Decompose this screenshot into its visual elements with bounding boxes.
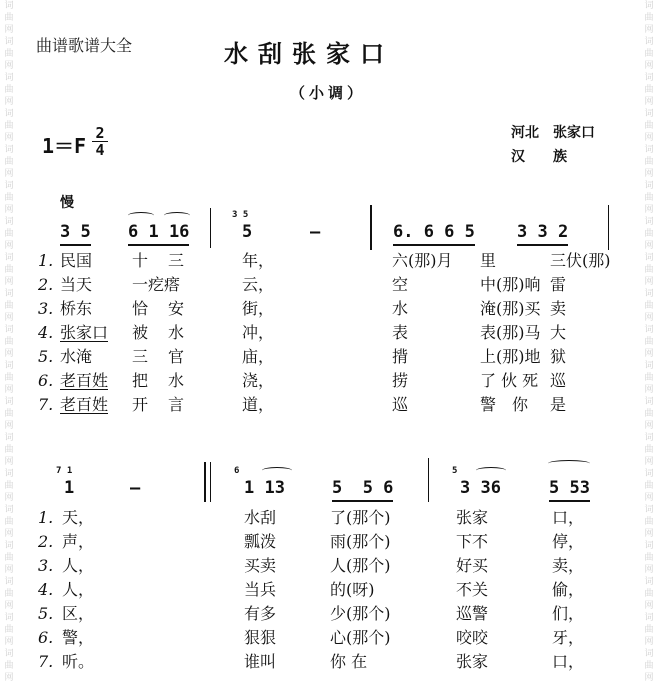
watermark-char: 词 <box>4 541 14 551</box>
notes-m10: 5 5 6 <box>332 478 393 502</box>
lyric-word: 偷， <box>552 580 585 599</box>
notes-m8: – <box>130 478 141 498</box>
watermark-char: 词 <box>4 145 14 155</box>
watermark-char: 曲 <box>4 121 14 131</box>
watermark-char: 网 <box>4 241 14 251</box>
verse-number: 3. <box>38 556 54 575</box>
notes-m3: 5 <box>242 222 253 242</box>
watermark-char: 词 <box>644 325 654 335</box>
lyric-word: 卖， <box>552 556 585 575</box>
watermark-char: 词 <box>644 397 654 407</box>
watermark-char: 曲 <box>644 373 654 383</box>
verse-number: 5. <box>38 604 54 623</box>
watermark-char: 词 <box>4 433 14 443</box>
watermark-char: 曲 <box>4 589 14 599</box>
notes-m6: 3 3 2 <box>517 222 568 246</box>
lyric-word: 天， <box>62 508 95 527</box>
notes-m9: 1 13 <box>244 478 285 498</box>
lyric-word: 把 <box>132 371 149 390</box>
lyric-word: 揹 <box>392 347 409 366</box>
grace-note: 6 <box>234 466 240 476</box>
watermark-char: 网 <box>644 97 654 107</box>
watermark-char: 词 <box>4 181 14 191</box>
barline <box>210 208 211 248</box>
watermark-char: 网 <box>644 421 654 431</box>
watermark-char: 词 <box>644 37 654 47</box>
watermark-char: 词 <box>644 289 654 299</box>
watermark-char: 网 <box>644 673 654 683</box>
watermark-char: 词 <box>4 37 14 47</box>
watermark-char: 网 <box>4 349 14 359</box>
lyric-word: 上(那)地 <box>480 347 541 366</box>
watermark-char: 网 <box>4 565 14 575</box>
watermark-char: 词 <box>4 109 14 119</box>
watermark-char: 词 <box>4 469 14 479</box>
verse-number: 7. <box>38 652 54 671</box>
watermark-char: 网 <box>4 529 14 539</box>
lyric-word: 雨(那个) <box>330 532 391 551</box>
watermark-char: 网 <box>4 313 14 323</box>
watermark-left <box>0 0 18 688</box>
lyric-word: 有多 <box>244 604 277 623</box>
lyric-word: 狠狠 <box>244 628 277 647</box>
watermark-char: 网 <box>644 601 654 611</box>
watermark-char: 词 <box>644 109 654 119</box>
lyric-word: 人， <box>62 556 95 575</box>
slur <box>164 212 190 219</box>
watermark-char: 曲 <box>4 265 14 275</box>
watermark-char: 词 <box>4 1 14 11</box>
watermark-char: 曲 <box>644 301 654 311</box>
lyric-word: 三伏(那) <box>550 251 611 270</box>
watermark-char: 曲 <box>644 553 654 563</box>
watermark-char: 曲 <box>644 157 654 167</box>
lyric-word: 是 <box>550 395 567 414</box>
grace-note: 7 1 <box>56 466 73 476</box>
lyric-word: 口， <box>552 652 585 671</box>
watermark-char: 曲 <box>4 409 14 419</box>
lyric-word: 空 <box>392 275 409 294</box>
lyric-word: 老百姓 <box>60 395 109 414</box>
lyric-word: 巡 <box>392 395 409 414</box>
watermark-char: 曲 <box>4 373 14 383</box>
watermark-char: 网 <box>644 277 654 287</box>
watermark-char: 网 <box>644 457 654 467</box>
watermark-char: 网 <box>644 529 654 539</box>
lyric-word: 巡 <box>550 371 567 390</box>
watermark-char: 词 <box>4 325 14 335</box>
watermark-char: 词 <box>4 397 14 407</box>
lyric-word: 了 伙 死 <box>480 371 539 390</box>
lyric-word: 不关 <box>456 580 489 599</box>
verse-number: 6. <box>38 628 54 647</box>
origin-ethnicity: 汉 族 <box>511 149 567 165</box>
watermark-char: 曲 <box>644 265 654 275</box>
repeat-barline-thin <box>210 462 211 502</box>
lyric-word: 人， <box>62 580 95 599</box>
watermark-char: 曲 <box>644 337 654 347</box>
watermark-char: 网 <box>4 277 14 287</box>
watermark-char: 网 <box>4 205 14 215</box>
notes-m5: 6. 6 6 5 <box>393 222 475 246</box>
watermark-char: 词 <box>644 469 654 479</box>
watermark-char: 曲 <box>644 661 654 671</box>
watermark-char: 曲 <box>4 157 14 167</box>
lyric-word: 瓢泼 <box>244 532 277 551</box>
watermark-char: 词 <box>4 217 14 227</box>
watermark-char: 词 <box>644 613 654 623</box>
watermark-char: 曲 <box>4 337 14 347</box>
lyric-word: 卖 <box>550 299 567 318</box>
grace-note: 5 <box>452 466 458 476</box>
watermark-char: 网 <box>4 673 14 683</box>
lyric-word: 淹(那)买 <box>480 299 541 318</box>
lyric-word: 警 你 <box>480 395 529 414</box>
watermark-char: 词 <box>644 361 654 371</box>
watermark-right <box>640 0 658 688</box>
watermark-char: 曲 <box>644 589 654 599</box>
verse-number: 4. <box>38 323 54 342</box>
lyric-word: 口， <box>552 508 585 527</box>
watermark-char: 曲 <box>4 193 14 203</box>
time-numerator: 2 <box>95 124 105 142</box>
lyric-word: 听。 <box>62 652 95 671</box>
barline <box>428 458 429 502</box>
lyric-word: 停， <box>552 532 585 551</box>
lyric-word: 年， <box>242 251 275 270</box>
lyric-word: 冲， <box>242 323 275 342</box>
lyric-word: 中(那)响 <box>480 275 541 294</box>
lyric-word: 当兵 <box>244 580 277 599</box>
lyric-word: 水刮 <box>244 508 277 527</box>
watermark-char: 曲 <box>4 85 14 95</box>
lyric-word: 谁叫 <box>244 652 277 671</box>
lyric-word: 心(那个) <box>330 628 391 647</box>
watermark-char: 词 <box>4 253 14 263</box>
time-denominator: 4 <box>92 141 108 158</box>
watermark-char: 词 <box>644 253 654 263</box>
repeat-barline <box>204 462 206 502</box>
watermark-char: 网 <box>644 61 654 71</box>
watermark-char: 网 <box>644 385 654 395</box>
watermark-char: 曲 <box>4 661 14 671</box>
watermark-char: 网 <box>644 637 654 647</box>
lyric-word: 下不 <box>456 532 489 551</box>
verse-number: 2. <box>38 275 54 294</box>
watermark-char: 词 <box>644 505 654 515</box>
lyric-word: 庙， <box>242 347 275 366</box>
origin-region: 河北 张家口 <box>511 125 595 141</box>
watermark-char: 曲 <box>644 229 654 239</box>
lyric-word: 雷 <box>550 275 567 294</box>
lyric-word: 买卖 <box>244 556 277 575</box>
lyric-word: 老百姓 <box>60 371 109 390</box>
lyric-word: 的(呀) <box>330 580 375 599</box>
verse-number: 7. <box>38 395 54 414</box>
watermark-char: 网 <box>644 349 654 359</box>
lyric-word: 水淹 <box>60 347 93 366</box>
watermark-char: 网 <box>644 241 654 251</box>
lyric-word: 三 <box>132 347 149 366</box>
lyric-word: 水 <box>392 299 409 318</box>
verse-number: 4. <box>38 580 54 599</box>
slur <box>262 467 292 474</box>
watermark-char: 网 <box>4 25 14 35</box>
lyric-word: 张家 <box>456 652 489 671</box>
lyric-word: 牙， <box>552 628 585 647</box>
watermark-char: 曲 <box>644 121 654 131</box>
slur <box>548 460 590 467</box>
lyric-word: 你 在 <box>330 652 368 671</box>
watermark-char: 曲 <box>4 481 14 491</box>
watermark-char: 词 <box>644 217 654 227</box>
lyric-word: 三 <box>168 251 185 270</box>
notes-m4: – <box>310 222 321 242</box>
lyric-word: 咬咬 <box>456 628 489 647</box>
notes-m11: 3 36 <box>460 478 501 498</box>
lyric-word: 里 <box>480 251 497 270</box>
watermark-char: 网 <box>4 421 14 431</box>
lyric-word: 了(那个) <box>330 508 391 527</box>
lyric-word: 们， <box>552 604 585 623</box>
watermark-char: 网 <box>644 313 654 323</box>
watermark-char: 词 <box>4 73 14 83</box>
slur <box>128 212 154 219</box>
lyric-word: 张家口 <box>60 323 109 342</box>
lyric-word: 水 <box>168 323 185 342</box>
barline <box>370 205 372 250</box>
watermark-char: 词 <box>4 577 14 587</box>
watermark-char: 曲 <box>4 229 14 239</box>
grace-note: 3 5 <box>232 210 249 220</box>
watermark-char: 词 <box>644 541 654 551</box>
lyric-word: 桥东 <box>60 299 93 318</box>
lyric-word: 人(那个) <box>330 556 391 575</box>
lyric-word: 大 <box>550 323 567 342</box>
lyric-word: 言 <box>168 395 185 414</box>
lyric-word: 当天 <box>60 275 93 294</box>
watermark-char: 网 <box>4 493 14 503</box>
verse-number: 2. <box>38 532 54 551</box>
barline <box>608 205 609 250</box>
watermark-char: 词 <box>644 145 654 155</box>
watermark-char: 词 <box>4 613 14 623</box>
lyric-word: 六(那)月 <box>392 251 453 270</box>
watermark-char: 词 <box>644 649 654 659</box>
watermark-char: 曲 <box>644 193 654 203</box>
lyric-word: 道， <box>242 395 275 414</box>
watermark-char: 曲 <box>4 625 14 635</box>
notes-m7: 1 <box>64 478 75 498</box>
song-title: 水刮张家口 <box>224 39 394 68</box>
watermark-char: 网 <box>4 601 14 611</box>
lyric-word: 声， <box>62 532 95 551</box>
watermark-char: 词 <box>644 433 654 443</box>
watermark-char: 词 <box>4 289 14 299</box>
watermark-char: 网 <box>4 97 14 107</box>
watermark-char: 曲 <box>644 625 654 635</box>
time-signature <box>92 125 108 158</box>
watermark-char: 词 <box>644 577 654 587</box>
lyric-word: 被 <box>132 323 149 342</box>
watermark-char: 曲 <box>644 445 654 455</box>
watermark-char: 曲 <box>4 301 14 311</box>
watermark-char: 网 <box>4 61 14 71</box>
site-label: 曲谱歌谱大全 <box>36 36 133 55</box>
watermark-char: 网 <box>4 385 14 395</box>
watermark-char: 网 <box>4 457 14 467</box>
lyric-word: 警， <box>62 628 95 647</box>
lyric-word: 好买 <box>456 556 489 575</box>
lyric-word: 捞 <box>392 371 409 390</box>
lyric-word: 民国 <box>60 251 93 270</box>
lyric-word: 浇， <box>242 371 275 390</box>
watermark-char: 网 <box>644 169 654 179</box>
slur <box>476 467 506 474</box>
watermark-char: 曲 <box>4 445 14 455</box>
watermark-char: 网 <box>644 493 654 503</box>
lyric-word: 街， <box>242 299 275 318</box>
watermark-char: 曲 <box>644 481 654 491</box>
watermark-char: 曲 <box>4 49 14 59</box>
watermark-char: 网 <box>644 205 654 215</box>
lyric-word: 十 <box>132 251 149 270</box>
verse-number: 5. <box>38 347 54 366</box>
watermark-char: 曲 <box>644 49 654 59</box>
key-signature: 1＝F <box>42 134 87 158</box>
verse-number: 3. <box>38 299 54 318</box>
lyric-word: 张家 <box>456 508 489 527</box>
lyric-word: 水 <box>168 371 185 390</box>
watermark-char: 网 <box>4 133 14 143</box>
lyric-word: 表(那)马 <box>480 323 541 342</box>
lyric-word: 少(那个) <box>330 604 391 623</box>
lyric-word: 官 <box>168 347 185 366</box>
watermark-char: 词 <box>4 649 14 659</box>
notes-m2: 6 1 16 <box>128 222 189 246</box>
watermark-char: 曲 <box>4 553 14 563</box>
lyric-word: 巡警 <box>456 604 489 623</box>
watermark-char: 曲 <box>4 517 14 527</box>
watermark-char: 词 <box>644 181 654 191</box>
verse-number: 1. <box>38 508 54 527</box>
lyric-word: 恰 <box>132 299 149 318</box>
watermark-char: 词 <box>4 505 14 515</box>
watermark-char: 曲 <box>644 409 654 419</box>
watermark-char: 网 <box>644 565 654 575</box>
song-subtitle: （小调） <box>290 84 367 102</box>
watermark-char: 网 <box>4 169 14 179</box>
lyric-word: 开 <box>132 395 149 414</box>
watermark-char: 词 <box>4 361 14 371</box>
lyric-word: 云， <box>242 275 275 294</box>
watermark-char: 网 <box>644 25 654 35</box>
notes-m1: 3 5 <box>60 222 91 246</box>
watermark-char: 词 <box>644 73 654 83</box>
notes-m12: 5 53 <box>549 478 590 502</box>
lyric-word: 狱 <box>550 347 567 366</box>
verse-number: 6. <box>38 371 54 390</box>
lyric-word: 区， <box>62 604 95 623</box>
watermark-char: 曲 <box>644 85 654 95</box>
tempo-marking: 慢 <box>60 195 74 211</box>
watermark-char: 词 <box>644 1 654 11</box>
watermark-char: 网 <box>644 133 654 143</box>
lyric-word: 安 <box>168 299 185 318</box>
watermark-char: 曲 <box>4 13 14 23</box>
lyric-word: 表 <box>392 323 409 342</box>
watermark-char: 曲 <box>644 517 654 527</box>
watermark-char: 网 <box>4 637 14 647</box>
watermark-char: 曲 <box>644 13 654 23</box>
lyric-word: 一疙瘩 <box>132 275 181 294</box>
verse-number: 1. <box>38 251 54 270</box>
